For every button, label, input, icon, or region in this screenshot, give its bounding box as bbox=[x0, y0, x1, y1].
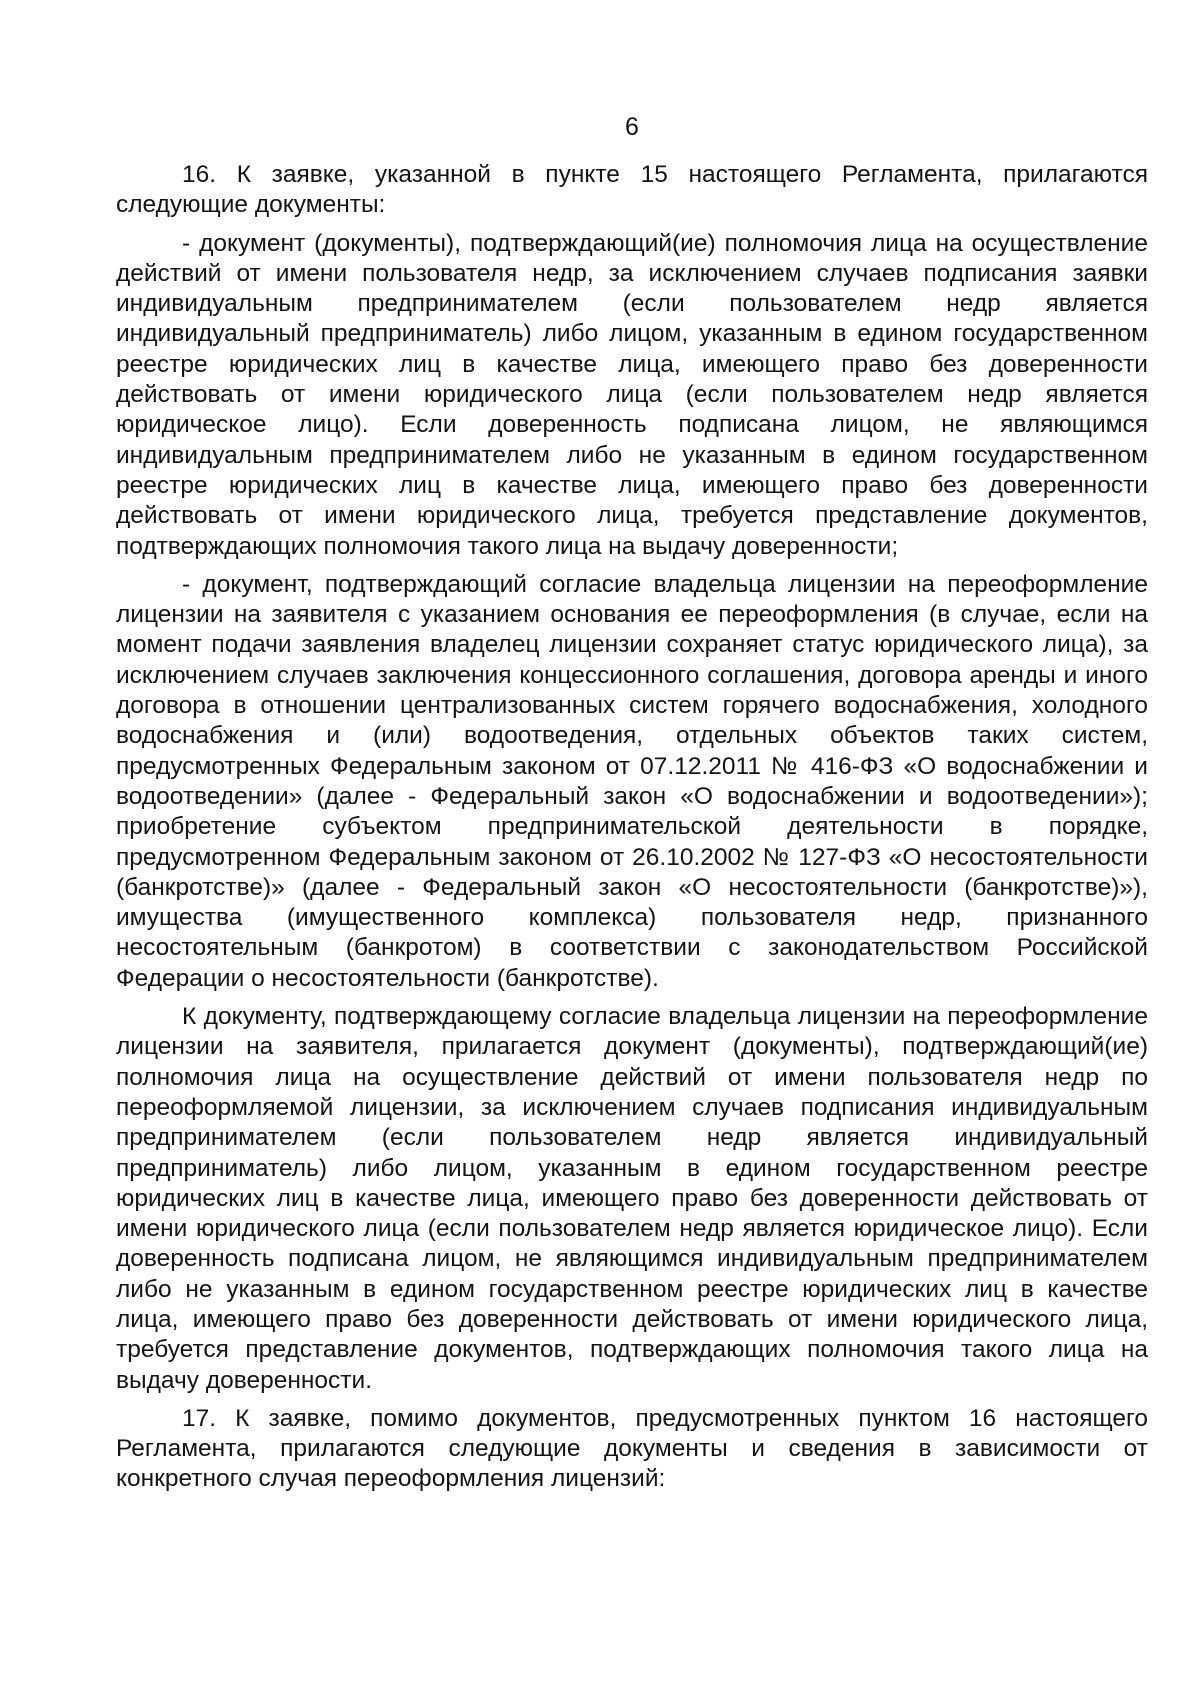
document-page bbox=[116, 112, 1148, 1503]
paragraph-license-holder-consent: - документ, подтверждающий согласие владельца лицензии на переоформление лицензии на заявителя с указанием основания ее переоформления (в случае, если на момент подачи заявления владелец лицензии сохраняет статус юридического лица), за исключением случаев заключения концессионного соглашения, договора аренды и иного договора в отношении централизованных систем горячего водоснабжения, холодного водоснабжения и (или) водоотведения, отдельных объектов таких систем, предусмотренных Федеральным законом от 07.12.2011 № 416-ФЗ «О водоснабжении и водоотведении» (далее - Федеральный закон «О водоснабжении и водоотведении»); приобретение субъектом предпринимательской деятельности в порядке, предусмотренном Федеральным законом от 26.10.2002 № 127-ФЗ «О несостоятельности (банкротстве)» (далее - Федеральный закон «О несостоятельности (банкротстве)»), имущества (имущественного комплекса) пользователя недр, признанного несостоятельным (банкротом) в соответствии с законодательством Российской Федерации о несостоятельности (банкротстве). bbox=[116, 570, 1148, 992]
paragraph-16-intro: 16. К заявке, указанной в пункте 15 настоящего Регламента, прилагаются следующие документы: bbox=[116, 161, 1148, 219]
paragraph-17-intro: 17. К заявке, помимо документов, предусмотренных пунктом 16 настоящего Регламента, прилагаются следующие документы и сведения в зависимости от конкретного случая переоформления лицензий: bbox=[116, 1404, 1148, 1493]
page-number: 6 bbox=[625, 113, 639, 141]
paragraph-authority-documents: - документ (документы), подтверждающий(ие) полномочия лица на осуществление действий от имени пользователя недр, за исключением случаев подписания заявки индивидуальным предпринимателем (если пользователем недр является индивидуальный предприниматель) либо лицом, указанным в едином государственном реестре юридических лиц в качестве лица, имеющего право без доверенности действовать от имени юридического лица (если пользователем недр является юридическое лицо). Если доверенность подписана лицом, не являющимся индивидуальным предпринимателем либо не указанным в едином государственном реестре юридических лиц в качестве лица, имеющего право без доверенности действовать от имени юридического лица, требуется представление документов, подтверждающих полномочия такого лица на выдачу доверенности; bbox=[116, 229, 1148, 560]
paragraph-consent-attachments: К документу, подтверждающему согласие владельца лицензии на переоформление лицензии на заявителя, прилагается документ (документы), подтверждающий(ие) полномочия лица на осуществление действий от имени пользователя недр по переоформляемой лицензии, за исключением случаев подписания индивидуальным предпринимателем (если пользователем недр является индивидуальный предприниматель) либо лицом, указанным в едином государственном реестре юридических лиц в качестве лица, имеющего право без доверенности действовать от имени юридического лица (если пользователем недр является юридическое лицо). Если доверенность подписана лицом, не являющимся индивидуальным предпринимателем либо не указанным в едином государственном реестре юридических лиц в качестве лица, имеющего право без доверенности действовать от имени юридического лица, требуется представление документов, подтверждающих полномочия такого лица на выдачу доверенности. bbox=[116, 1003, 1148, 1394]
